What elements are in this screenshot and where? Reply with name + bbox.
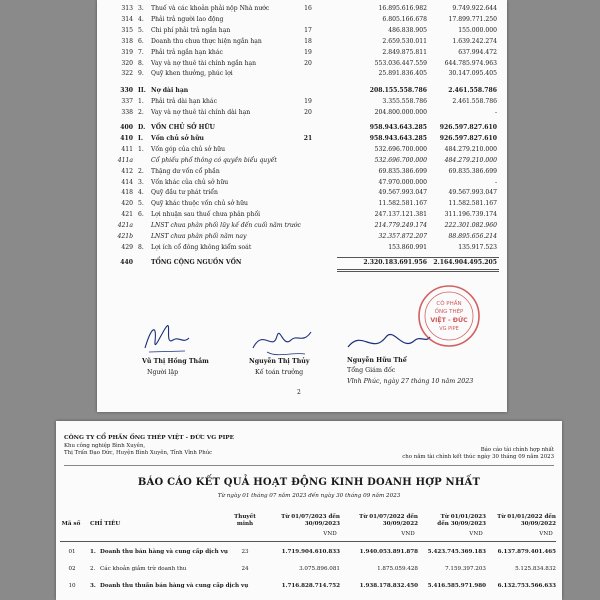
cell-note: 24 — [241, 566, 249, 572]
cell-name: VỐN CHỦ SỞ HỮU — [151, 124, 215, 131]
cell-end: 11.582.581.167 — [378, 200, 427, 208]
svg-text:CÔ PHẦN: CÔ PHẦN — [436, 301, 462, 307]
table-row — [97, 258, 507, 269]
director-role: Tổng Giám đốc — [347, 367, 396, 374]
cell-note: 20 — [304, 59, 312, 67]
cell-code: 10 — [68, 583, 76, 589]
cell-end: 958.943.643.285 — [369, 124, 427, 131]
col-period1-header: Từ 01/07/2023 đến 30/09/2023 — [281, 514, 340, 527]
cell-note: 17 — [304, 26, 312, 34]
table-row — [97, 145, 507, 156]
total-rule-bottom — [337, 269, 499, 270]
cell-num: 4. — [138, 189, 144, 197]
unit-col2: VND — [401, 531, 415, 537]
table-row — [97, 210, 507, 221]
cell-name: Lợi nhuận sau thuế chưa phân phối — [151, 211, 261, 219]
cell-v1: 3.075.896.081 — [299, 566, 340, 572]
cell-num: D. — [138, 124, 146, 131]
cell-num: 3. — [138, 5, 144, 12]
cell-beg: 926.597.827.610 — [439, 124, 497, 131]
company-name: CÔNG TY CỔ PHẦN ỐNG THÉP VIỆT - ĐỨC VG PIPE — [64, 435, 235, 441]
director-name: Nguyễn Hữu Thể — [347, 357, 407, 364]
cell-code: 440 — [120, 258, 133, 266]
cell-num: 6. — [138, 37, 144, 45]
cell-code: 330 — [120, 87, 133, 95]
cell-end: 69.835.386.699 — [378, 167, 427, 175]
cell-code: 421 — [121, 211, 133, 219]
place-date: Vĩnh Phúc, ngày 27 tháng 10 năm 2023 — [347, 378, 474, 385]
cell-code: 315 — [121, 26, 133, 34]
cell-code: 414 — [121, 178, 133, 186]
col-note-header: Thuyết minh — [234, 514, 256, 527]
table-row — [97, 243, 507, 254]
svg-text:VG PIPE: VG PIPE — [439, 326, 459, 332]
cell-v2: 1.875.059.428 — [377, 566, 418, 572]
total-rule-top — [337, 257, 499, 258]
table-row — [97, 123, 507, 134]
cell-end: 2.320.183.691.956 — [363, 258, 427, 266]
cell-end: 25.891.836.405 — [378, 70, 427, 78]
col-code-header: Mã số — [61, 521, 81, 527]
unit-col1: VND — [323, 531, 337, 537]
cell-num: 5. — [138, 26, 144, 34]
report-subtitle: Từ ngày 01 tháng 07 năm 2023 đến ngày 30 tháng 09 năm 2023 — [217, 493, 401, 499]
cell-name: Chi phí phải trả ngắn hạn — [151, 26, 231, 34]
company-address-line2: Thị Trấn Đạo Đức, Huyện Bình Xuyên, Tỉnh Vĩnh Phúc — [64, 450, 213, 456]
cell-num: 1. — [138, 98, 144, 106]
cell-name: Các khoản giảm trừ doanh thu — [100, 566, 187, 572]
header-rule — [64, 465, 554, 466]
cell-num: 8. — [138, 243, 144, 251]
cell-code: 411 — [121, 145, 133, 153]
cell-num: 3. — [138, 178, 144, 186]
cell-name: Doanh thu bán hàng và cung cấp dịch vụ — [100, 549, 229, 555]
cell-name: Phải trả người lao động — [151, 15, 224, 23]
cell-code: 314 — [121, 15, 133, 23]
cell-code: 01 — [68, 549, 76, 555]
table-row — [97, 26, 507, 37]
cell-name: Thuế và các khoản phải nộp Nhà nước — [151, 5, 270, 12]
cell-num: 3. — [90, 583, 96, 589]
cell-end: 49.567.993.047 — [378, 189, 427, 197]
cell-num: 2. — [90, 566, 96, 572]
cell-beg: 17.899.771.250 — [448, 15, 497, 23]
table-row — [97, 69, 507, 80]
cell-end: 958.943.643.285 — [369, 134, 427, 142]
cell-num: 2. — [138, 109, 144, 117]
table-header-rule — [60, 541, 556, 542]
cell-num: 1. — [138, 145, 144, 153]
cell-num: 6. — [138, 211, 144, 219]
cell-name: Vay và nợ thuê tài chính dài hạn — [151, 109, 251, 117]
cell-num: 9. — [138, 70, 144, 78]
cell-end: 553.036.447.559 — [374, 59, 427, 67]
report-type: Báo cáo tài chính hợp nhất — [480, 447, 554, 453]
table-row — [97, 156, 507, 167]
cell-code: 313 — [121, 5, 133, 12]
table-row — [97, 4, 507, 15]
cell-end: 2.849.875.811 — [382, 48, 427, 56]
cell-code: 400 — [120, 124, 133, 131]
table-row — [56, 545, 562, 559]
cell-code: 421a — [117, 222, 133, 230]
cell-end: 247.137.121.381 — [374, 211, 427, 219]
table-row — [97, 134, 507, 145]
cell-end: 532.696.700.000 — [374, 156, 427, 164]
balance-sheet-page — [97, 0, 507, 412]
cell-beg: - — [494, 178, 497, 186]
cell-v4: 6.132.753.566.633 — [497, 583, 556, 589]
cell-end: 47.970.000.000 — [378, 178, 427, 186]
cell-beg: 2.164.904.495.205 — [433, 258, 497, 266]
cell-name: Vốn chủ sở hữu — [151, 134, 204, 142]
table-row — [97, 199, 507, 210]
cell-code: 412 — [121, 167, 133, 175]
cell-name: Lợi ích cổ đông không kiểm soát — [151, 243, 252, 251]
cell-beg: 2.461.558.786 — [448, 87, 497, 95]
cell-beg: 9.749.922.644 — [452, 5, 497, 12]
accountant-name: Nguyễn Thị Thủy — [249, 358, 310, 365]
cell-code: 410 — [120, 134, 133, 142]
cell-beg: 222.301.082.960 — [444, 222, 497, 230]
cell-num: 2. — [138, 167, 144, 175]
cell-code: 338 — [121, 109, 133, 117]
income-statement-page — [56, 421, 562, 600]
table-row — [97, 48, 507, 59]
cell-num: 7. — [138, 48, 144, 56]
cell-end: 32.357.872.207 — [378, 233, 427, 240]
cell-beg: 1.639.242.274 — [452, 37, 497, 45]
cell-code: 320 — [121, 59, 133, 67]
cell-name: TỔNG CỘNG NGUỒN VỐN — [151, 258, 242, 266]
cell-beg: 30.147.095.405 — [448, 70, 497, 78]
cell-v2: 1.940.053.891.878 — [359, 549, 418, 555]
cell-v1: 1.719.904.610.833 — [281, 549, 340, 555]
table-row — [97, 15, 507, 26]
cell-name: Phải trả dài hạn khác — [151, 98, 217, 106]
table-row — [97, 86, 507, 97]
cell-note: 23 — [241, 549, 249, 555]
table-row — [97, 188, 507, 199]
unit-col4: VND — [539, 531, 553, 537]
cell-note: 19 — [304, 48, 312, 56]
cell-name: Nợ dài hạn — [151, 87, 189, 95]
cell-end: 486.838.905 — [388, 26, 427, 34]
cell-note: 16 — [304, 5, 312, 12]
cell-name: Quỹ khen thưởng, phúc lợi — [151, 70, 233, 78]
table-row — [97, 167, 507, 178]
col-item-header: CHỈ TIÊU — [90, 521, 121, 527]
cell-note: 19 — [304, 98, 312, 106]
cell-num: 1. — [90, 549, 96, 555]
cell-code: 421b — [117, 233, 133, 240]
cell-beg: 11.582.581.167 — [448, 200, 497, 208]
cell-name: Phải trả ngắn hạn khác — [151, 48, 223, 56]
cell-name: Doanh thu thuần bán hàng và cung cấp dịch vụ — [100, 583, 249, 589]
cell-name: LNST chưa phân phối lũy kế đến cuối năm trước — [151, 222, 301, 230]
col-period4-header: Từ 01/01/2022 đến 30/09/2022 — [497, 514, 556, 527]
cell-beg: - — [494, 109, 497, 117]
cell-v2: 1.938.178.832.450 — [359, 583, 418, 589]
cell-code: 418 — [121, 189, 133, 197]
report-period: cho năm tài chính kết thúc ngày 30 tháng 09 năm 2023 — [402, 454, 554, 460]
cell-beg: 311.196.739.174 — [444, 211, 497, 219]
table-row — [97, 221, 507, 232]
cell-code: 411a — [117, 156, 133, 164]
unit-col3: VND — [469, 531, 483, 537]
cell-note: 21 — [303, 134, 313, 142]
cell-v3: 5.423.745.369.183 — [427, 549, 486, 555]
cell-code: 420 — [121, 200, 133, 208]
cell-name: Vốn khác của chủ sở hữu — [151, 178, 229, 186]
table-row — [97, 59, 507, 70]
cell-beg: 926.597.827.610 — [439, 134, 497, 142]
cell-code: 337 — [121, 98, 133, 106]
report-title: BÁO CÁO KẾT QUẢ HOẠT ĐỘNG KINH DOANH HỢP NHẤT — [137, 477, 481, 488]
company-stamp — [417, 284, 481, 348]
cell-name: Vay và nợ thuê tài chính ngắn hạn — [151, 59, 257, 67]
col-period3-header: Từ 01/01/2023 đến 30/09/2023 — [437, 514, 486, 527]
svg-text:ỐNG THÉP: ỐNG THÉP — [434, 309, 464, 315]
table-row — [97, 232, 507, 243]
cell-beg: 2.461.558.786 — [452, 98, 497, 106]
cell-name: LNST chưa phân phối năm nay — [151, 233, 247, 240]
cell-beg: 637.994.472 — [458, 48, 497, 56]
table-row — [97, 108, 507, 119]
table-row — [56, 562, 562, 576]
preparer-name: Vũ Thị Hồng Thắm — [142, 358, 209, 365]
cell-end: 2.659.530.011 — [382, 37, 427, 45]
cell-code: 318 — [121, 37, 133, 45]
accountant-role: Kế toán trưởng — [255, 369, 304, 376]
cell-end: 153.860.991 — [388, 243, 427, 251]
cell-end: 532.696.700.000 — [374, 145, 427, 153]
cell-v3: 7.159.397.203 — [445, 566, 486, 572]
cell-name: Quỹ khác thuộc vốn chủ sở hữu — [151, 200, 248, 208]
cell-end: 3.355.558.786 — [382, 98, 427, 106]
cell-name: Quỹ đầu tư phát triển — [151, 189, 218, 197]
accountant-signature — [247, 322, 317, 362]
cell-num: II. — [138, 87, 146, 95]
cell-code: 319 — [121, 48, 133, 56]
cell-end: 214.779.249.174 — [374, 222, 427, 230]
cell-num: I. — [138, 134, 143, 142]
preparer-signature — [137, 318, 197, 358]
cell-beg: 644.785.974.963 — [444, 59, 497, 67]
cell-v1: 1.716.828.714.752 — [281, 583, 340, 589]
cell-name: Vốn góp của chủ sở hữu — [151, 145, 226, 153]
svg-text:VIỆT - ĐỨC: VIỆT - ĐỨC — [430, 317, 468, 324]
cell-code: 02 — [68, 566, 76, 572]
cell-note: 18 — [304, 37, 312, 45]
cell-end: 6.805.166.678 — [382, 15, 427, 23]
cell-end: 204.800.000.000 — [374, 109, 427, 117]
cell-beg: 88.895.656.214 — [448, 233, 497, 240]
table-row — [97, 178, 507, 189]
col-period2-header: Từ 01/07/2022 đến 30/09/2022 — [359, 514, 418, 527]
cell-code: 429 — [121, 243, 133, 251]
cell-beg: 155.000.000 — [458, 26, 497, 34]
cell-v4: 5.125.834.832 — [515, 566, 556, 572]
cell-name: Cổ phiếu phổ thông có quyền biểu quyết — [151, 156, 277, 164]
cell-beg: 69.835.386.699 — [448, 167, 497, 175]
cell-name: Doanh thu chưa thực hiện ngắn hạn — [151, 37, 262, 45]
table-row — [97, 37, 507, 48]
table-row — [56, 579, 562, 593]
cell-code: 322 — [121, 70, 133, 78]
cell-end: 208.155.558.786 — [369, 87, 427, 95]
cell-num: 4. — [138, 15, 144, 23]
cell-beg: 484.279.210.000 — [444, 156, 497, 164]
cell-end: 16.895.616.982 — [378, 5, 427, 12]
cell-v3: 5.416.585.971.980 — [427, 583, 486, 589]
cell-note: 20 — [304, 109, 312, 117]
company-address-line1: Khu công nghiệp Bình Xuyên, — [64, 443, 146, 449]
cell-num: 8. — [138, 59, 144, 67]
cell-name: Thặng dư vốn cổ phần — [151, 167, 220, 175]
cell-v4: 6.137.879.401.465 — [497, 549, 556, 555]
cell-beg: 49.567.993.047 — [448, 189, 497, 197]
cell-beg: 484.279.210.000 — [444, 145, 497, 153]
total-rule-bottom — [337, 271, 499, 272]
preparer-role: Người lập — [147, 369, 179, 376]
table-row — [97, 97, 507, 108]
cell-beg: 135.917.523 — [458, 243, 497, 251]
cell-num: 5. — [138, 200, 144, 208]
page-number: 2 — [297, 389, 301, 396]
